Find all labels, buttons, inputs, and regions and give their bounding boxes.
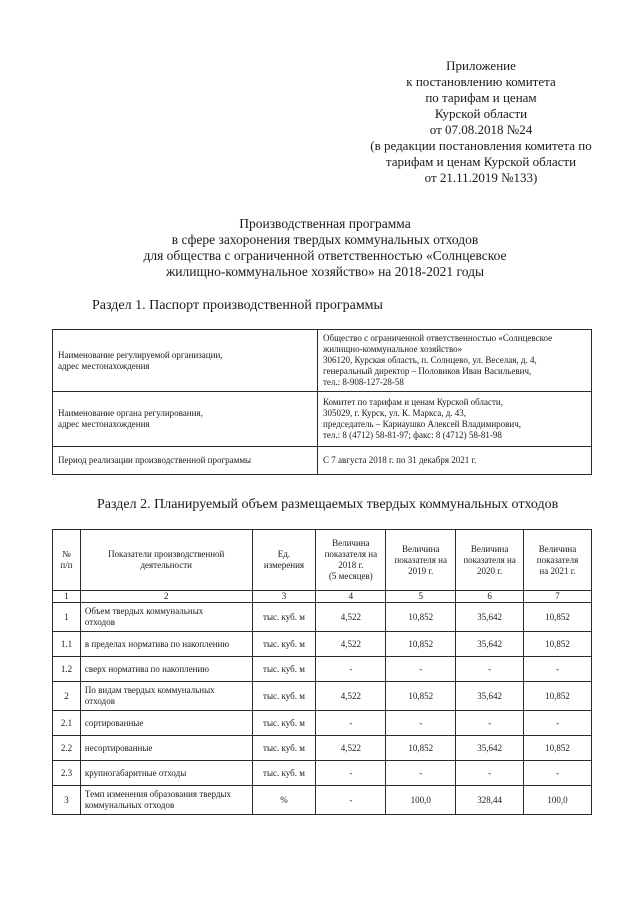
row-value-2020: -	[456, 711, 524, 736]
row-unit: тыс. куб. м	[252, 657, 316, 682]
row-indicator	[80, 603, 252, 632]
row-unit: тыс. куб. м	[252, 682, 316, 711]
header-line: №	[62, 549, 71, 559]
appendix-line: тарифам и ценам Курской области	[385, 154, 577, 169]
row-indicator	[80, 711, 252, 736]
passport-row	[53, 447, 592, 475]
row-value-2020: 35,642	[456, 736, 524, 761]
row-unit: тыс. куб. м	[252, 603, 316, 632]
row-value-2018: 4,522	[316, 603, 386, 632]
indicator-line: несортированные	[84, 742, 153, 753]
header-cell-2021	[524, 530, 592, 591]
table-header-row	[53, 530, 592, 591]
row-no: 3	[53, 786, 81, 815]
passport-value-line: Комитет по тарифам и ценам Курской области,	[323, 397, 503, 407]
row-value-2019: 10,852	[386, 632, 456, 657]
header-cell-unit	[252, 530, 316, 591]
header-line: 2020 г.	[477, 565, 503, 576]
passport-label-line: Наименование регулируемой организации,	[58, 349, 223, 360]
row-indicator	[80, 786, 252, 815]
passport-label-line: Период реализации производственной программы	[58, 455, 252, 465]
header-line: на 2021 г.	[539, 565, 576, 576]
document-title	[90, 216, 560, 280]
passport-value	[318, 330, 592, 392]
appendix-line: от 07.08.2018 №24	[429, 122, 533, 137]
passport-label-line: адрес местонахождения	[58, 360, 150, 371]
title-line: для общества с ограниченной ответственностью «Солнцевское	[143, 248, 507, 263]
row-no: 2.3	[53, 761, 81, 786]
waste-volume-table	[52, 529, 592, 815]
table-row	[53, 632, 592, 657]
row-unit: тыс. куб. м	[252, 632, 316, 657]
passport-table	[52, 329, 592, 475]
indicator-line: сортированные	[84, 717, 144, 728]
passport-label	[53, 330, 318, 392]
row-value-2018: 4,522	[316, 632, 386, 657]
header-cell-no	[53, 530, 81, 591]
row-value-2021: 10,852	[524, 682, 592, 711]
passport-value-line: 305029, г. Курск, ул. К. Маркса, д. 43,	[323, 408, 467, 418]
indicator-line: Объем твердых коммунальных	[84, 606, 204, 616]
passport-value-line: тел.: 8-908-127-28-58	[323, 377, 404, 387]
row-value-2019: 10,852	[386, 682, 456, 711]
appendix-block	[340, 58, 622, 186]
row-no: 2	[53, 682, 81, 711]
row-value-2020: 328,44	[456, 786, 524, 815]
passport-value-line: Общество с ограниченной ответственностью «Солнцевское	[323, 333, 553, 343]
row-value-2018: 4,522	[316, 682, 386, 711]
row-value-2021: -	[524, 761, 592, 786]
row-value-2019: -	[386, 761, 456, 786]
appendix-line: от 21.11.2019 №133)	[424, 170, 538, 185]
row-no: 1.2	[53, 657, 81, 682]
row-value-2018: 4,522	[316, 736, 386, 761]
row-value-2018: -	[316, 761, 386, 786]
row-indicator	[80, 632, 252, 657]
title-line: Производственная программа	[239, 216, 411, 231]
header-line: показателя на	[324, 549, 378, 559]
passport-row	[53, 330, 592, 392]
header-line: Величина	[401, 543, 440, 554]
indicator-line: отходов	[84, 696, 115, 706]
passport-value-line: 306120, Курская область, п. Солнцево, ул. Веселая, д. 4,	[323, 355, 537, 365]
row-value-2020: -	[456, 657, 524, 682]
row-value-2019: -	[386, 657, 456, 682]
header-cell-2019	[386, 530, 456, 591]
header-line: деятельности	[140, 560, 192, 570]
header-cell-indicator	[80, 530, 252, 591]
row-value-2021: 10,852	[524, 603, 592, 632]
header-line: Величина	[470, 543, 509, 554]
column-number: 6	[456, 591, 524, 603]
row-value-2021: 10,852	[524, 736, 592, 761]
column-number: 5	[386, 591, 456, 603]
header-line: 2018 г.	[338, 560, 364, 570]
row-value-2020: 35,642	[456, 682, 524, 711]
column-number: 2	[80, 591, 252, 603]
appendix-line: Приложение	[446, 58, 516, 73]
header-line: Показатели производственной	[108, 549, 225, 559]
header-line: показателя на	[463, 554, 516, 565]
row-no: 2.2	[53, 736, 81, 761]
header-line: показателя	[536, 554, 579, 565]
column-number: 1	[53, 591, 81, 603]
row-value-2019: -	[386, 711, 456, 736]
row-indicator	[80, 657, 252, 682]
header-line: п/п	[60, 560, 73, 570]
row-indicator	[80, 682, 252, 711]
row-unit: тыс. куб. м	[252, 761, 316, 786]
passport-value-line: тел.: 8 (4712) 58-81-97; факс: 8 (4712) 58-81-98	[323, 430, 502, 440]
table-row	[53, 786, 592, 815]
passport-label	[53, 447, 318, 475]
row-no: 2.1	[53, 711, 81, 736]
passport-row	[53, 392, 592, 447]
header-line: показателя на	[394, 554, 447, 565]
header-line: Величина	[538, 543, 577, 554]
row-value-2021: 10,852	[524, 632, 592, 657]
row-value-2019: 100,0	[386, 786, 456, 815]
row-indicator	[80, 761, 252, 786]
title-line: жилищно-коммунальное хозяйство» на 2018-2021 годы	[165, 264, 485, 279]
table-row	[53, 603, 592, 632]
indicator-line: крупногабаритные отходы	[84, 767, 187, 778]
row-no: 1	[53, 603, 81, 632]
table-row	[53, 711, 592, 736]
passport-label-line: адрес местонахождения	[58, 419, 150, 429]
passport-value	[318, 447, 592, 475]
indicator-line: коммунальных отходов	[84, 800, 175, 810]
indicator-line: По видам твердых коммунальных	[84, 685, 215, 695]
header-line: Величина	[332, 538, 370, 548]
header-cell-2018	[316, 530, 386, 591]
row-value-2018: -	[316, 657, 386, 682]
row-indicator	[80, 736, 252, 761]
table-row	[53, 682, 592, 711]
indicator-line: сверх норматива по накоплению	[84, 663, 210, 674]
row-no: 1.1	[53, 632, 81, 657]
section-2-title: Раздел 2. Планируемый объем размещаемых твердых коммунальных отходов	[97, 497, 559, 512]
passport-value-line: генеральный директор – Половиков Иван Васильевич,	[323, 366, 532, 376]
row-unit: тыс. куб. м	[252, 736, 316, 761]
indicator-line: в пределах норматива по накоплению	[84, 638, 230, 649]
title-line: в сфере захоронения твердых коммунальных отходов	[171, 232, 479, 247]
row-value-2019: 10,852	[386, 603, 456, 632]
section-1-title: Раздел 1. Паспорт производственной программы	[92, 298, 383, 313]
passport-value-line: председатель – Кариаушко Алексей Владимирович,	[323, 419, 521, 429]
row-unit: %	[252, 786, 316, 815]
header-line: Ед.	[277, 549, 291, 559]
row-value-2019: 10,852	[386, 736, 456, 761]
header-cell-2020	[456, 530, 524, 591]
header-line: (5 месяцев)	[328, 571, 373, 581]
row-unit: тыс. куб. м	[252, 711, 316, 736]
indicator-line: Темп изменения образования твердых	[84, 789, 231, 799]
passport-label-line: Наименование органа регулирования,	[58, 408, 203, 418]
row-value-2018: -	[316, 711, 386, 736]
appendix-line: Курской области	[434, 106, 528, 121]
header-line: измерения	[263, 560, 305, 570]
column-number: 7	[524, 591, 592, 603]
row-value-2020: 35,642	[456, 603, 524, 632]
passport-value-line: жилищно-коммунальное хозяйство»	[323, 344, 463, 354]
column-number: 4	[316, 591, 386, 603]
table-row	[53, 761, 592, 786]
row-value-2021: -	[524, 657, 592, 682]
indicator-line: отходов	[84, 617, 115, 627]
row-value-2021: 100,0	[524, 786, 592, 815]
row-value-2021: -	[524, 711, 592, 736]
header-line: 2019 г.	[408, 565, 434, 576]
passport-value-line: С 7 августа 2018 г. по 31 декабря 2021 г.	[323, 455, 477, 465]
passport-label	[53, 392, 318, 447]
row-value-2018: -	[316, 786, 386, 815]
passport-value	[318, 392, 592, 447]
column-number-row	[53, 591, 592, 603]
appendix-line: (в редакции постановления комитета по	[370, 138, 592, 153]
table-row	[53, 657, 592, 682]
column-number: 3	[252, 591, 316, 603]
row-value-2020: -	[456, 761, 524, 786]
appendix-line: к постановлению комитета	[406, 74, 556, 89]
appendix-line: по тарифам и ценам	[425, 90, 537, 105]
table-row	[53, 736, 592, 761]
row-value-2020: 35,642	[456, 632, 524, 657]
